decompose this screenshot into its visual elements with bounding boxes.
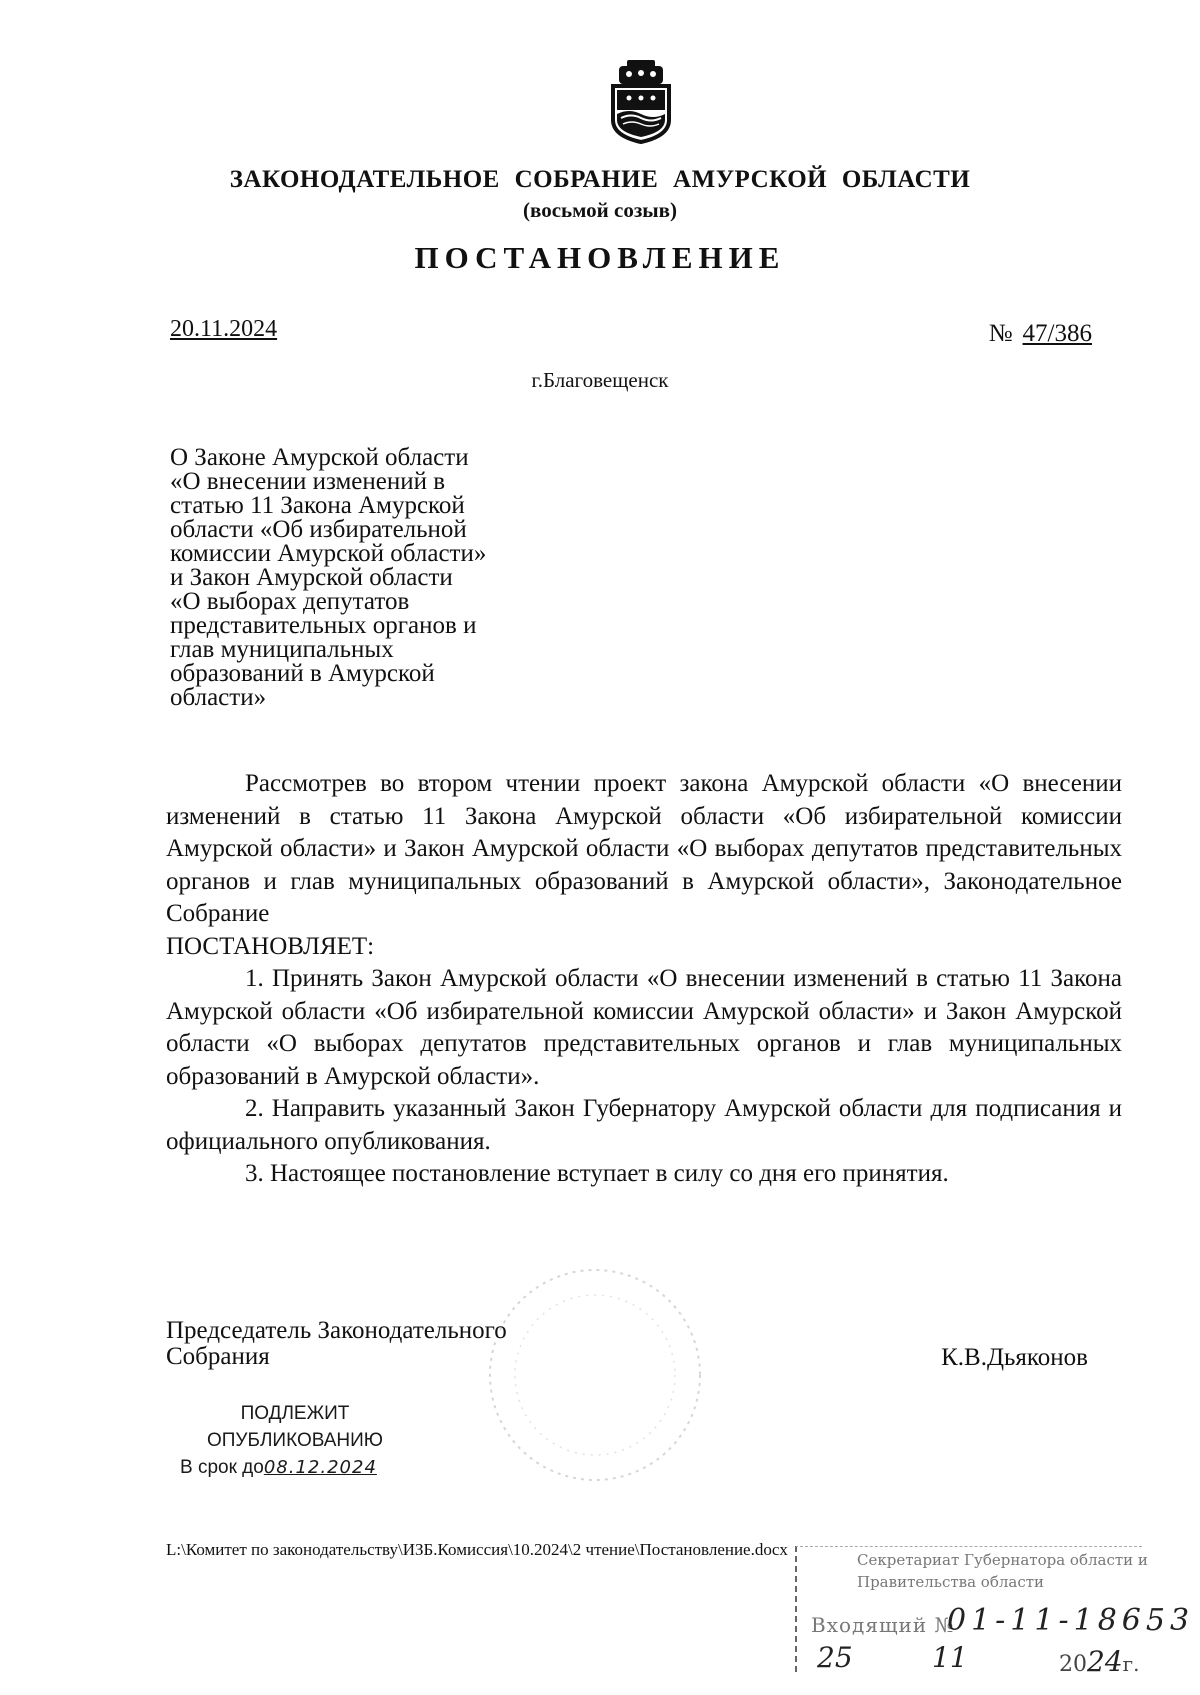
- document-type-title: ПОСТАНОВЛЕНИЕ: [414, 240, 786, 275]
- document-body: [166, 768, 1122, 1191]
- subject-line: образований в Амурской: [170, 660, 435, 687]
- city: г.Благовещенск: [531, 368, 669, 392]
- number-sign: №: [988, 320, 1013, 347]
- subject-line: «О внесении изменений в: [170, 468, 446, 495]
- incoming-year: [1059, 1645, 1139, 1678]
- year-suffix: 24: [1087, 1645, 1123, 1678]
- incoming-label: Входящий №: [811, 1613, 955, 1637]
- publish-due-date: 08.12.2024: [263, 1457, 377, 1478]
- subject-line: «О выборах депутатов: [170, 588, 410, 615]
- incoming-day: 25: [817, 1641, 853, 1674]
- subject-line: О Законе Амурской области: [170, 444, 469, 471]
- registration-stamp: [795, 1546, 1195, 1678]
- subject-line: области «Об избирательной: [170, 516, 467, 543]
- subject-line: области»: [170, 684, 267, 711]
- signatory-name: К.В.Дьяконов: [941, 1344, 1088, 1371]
- resolution-item-1: 1. Принять Закон Амурской области «О внесении изменений в статью 11 Закона Амурской области «Об избирательной комиссии Амурской области» и Закон Амурской области «О выборах депутатов представительных органов и глав муниципальных образований в Амурской области».: [166, 965, 1122, 1090]
- registration-stamp-line: Секретариат Губернатора области и: [857, 1551, 1148, 1569]
- organization-name: ЗАКОНОДАТЕЛЬНОЕ СОБРАНИЕ АМУРСКОЙ ОБЛАСТИ: [229, 166, 971, 193]
- publish-due: [180, 1454, 410, 1481]
- incoming-month: 11: [932, 1641, 968, 1674]
- number-value: 47/386: [1022, 320, 1092, 347]
- registration-stamp-line: Правительства области: [857, 1573, 1045, 1591]
- document-number: [989, 320, 1092, 348]
- publish-stamp: [180, 1400, 410, 1481]
- faint-seal-impression: [475, 1255, 715, 1495]
- resolution-item-2: 2. Направить указанный Закон Губернатору Амурской области для подписания и официального опубликования.: [166, 1095, 1122, 1155]
- subject-line: представительных органов и: [170, 612, 477, 639]
- subject-block: [170, 446, 570, 710]
- year-end: г.: [1122, 1652, 1140, 1676]
- file-path: L:\Комитет по законодательству\ИЗБ.Комиссия\10.2024\2 чтение\Постановление.docx: [166, 1540, 788, 1559]
- resolves-heading: ПОСТАНОВЛЯЕТ:: [166, 932, 375, 960]
- year-prefix: 20: [1059, 1652, 1087, 1677]
- subject-line: и Закон Амурской области: [170, 564, 453, 591]
- signatory-title-line: Собрания: [166, 1343, 270, 1370]
- subject-line: комиссии Амурской области»: [170, 540, 487, 567]
- subject-line: статью 11 Закона Амурской: [170, 492, 465, 519]
- signatory-title: [166, 1318, 507, 1370]
- incoming-number: 01-11-18653: [947, 1603, 1195, 1638]
- convocation: (восьмой созыв): [523, 198, 677, 222]
- publish-stamp-line: ПОДЛЕЖИТ: [240, 1403, 350, 1424]
- publish-stamp-line: ОПУБЛИКОВАНИЮ: [206, 1430, 384, 1451]
- amur-region-coat-of-arms-icon: [605, 58, 677, 144]
- publish-due-label: В срок до: [180, 1457, 264, 1478]
- preamble-paragraph: Рассмотрев во втором чтении проект закона Амурской области «О внесении изменений в статью 11 Закона Амурской области «Об избирательной комиссии Амурской области» и Закон Амурской области «О выборах депутатов представительных органов и глав муниципальных образований в Амурской области», Законодательное Собрание: [166, 770, 1122, 927]
- resolution-item-3: 3. Настоящее постановление вступает в силу со дня его принятия.: [245, 1160, 949, 1187]
- signatory-title-line: Председатель Законодательного: [166, 1317, 507, 1344]
- document-date: 20.11.2024: [170, 316, 278, 342]
- subject-line: глав муниципальных: [170, 636, 394, 663]
